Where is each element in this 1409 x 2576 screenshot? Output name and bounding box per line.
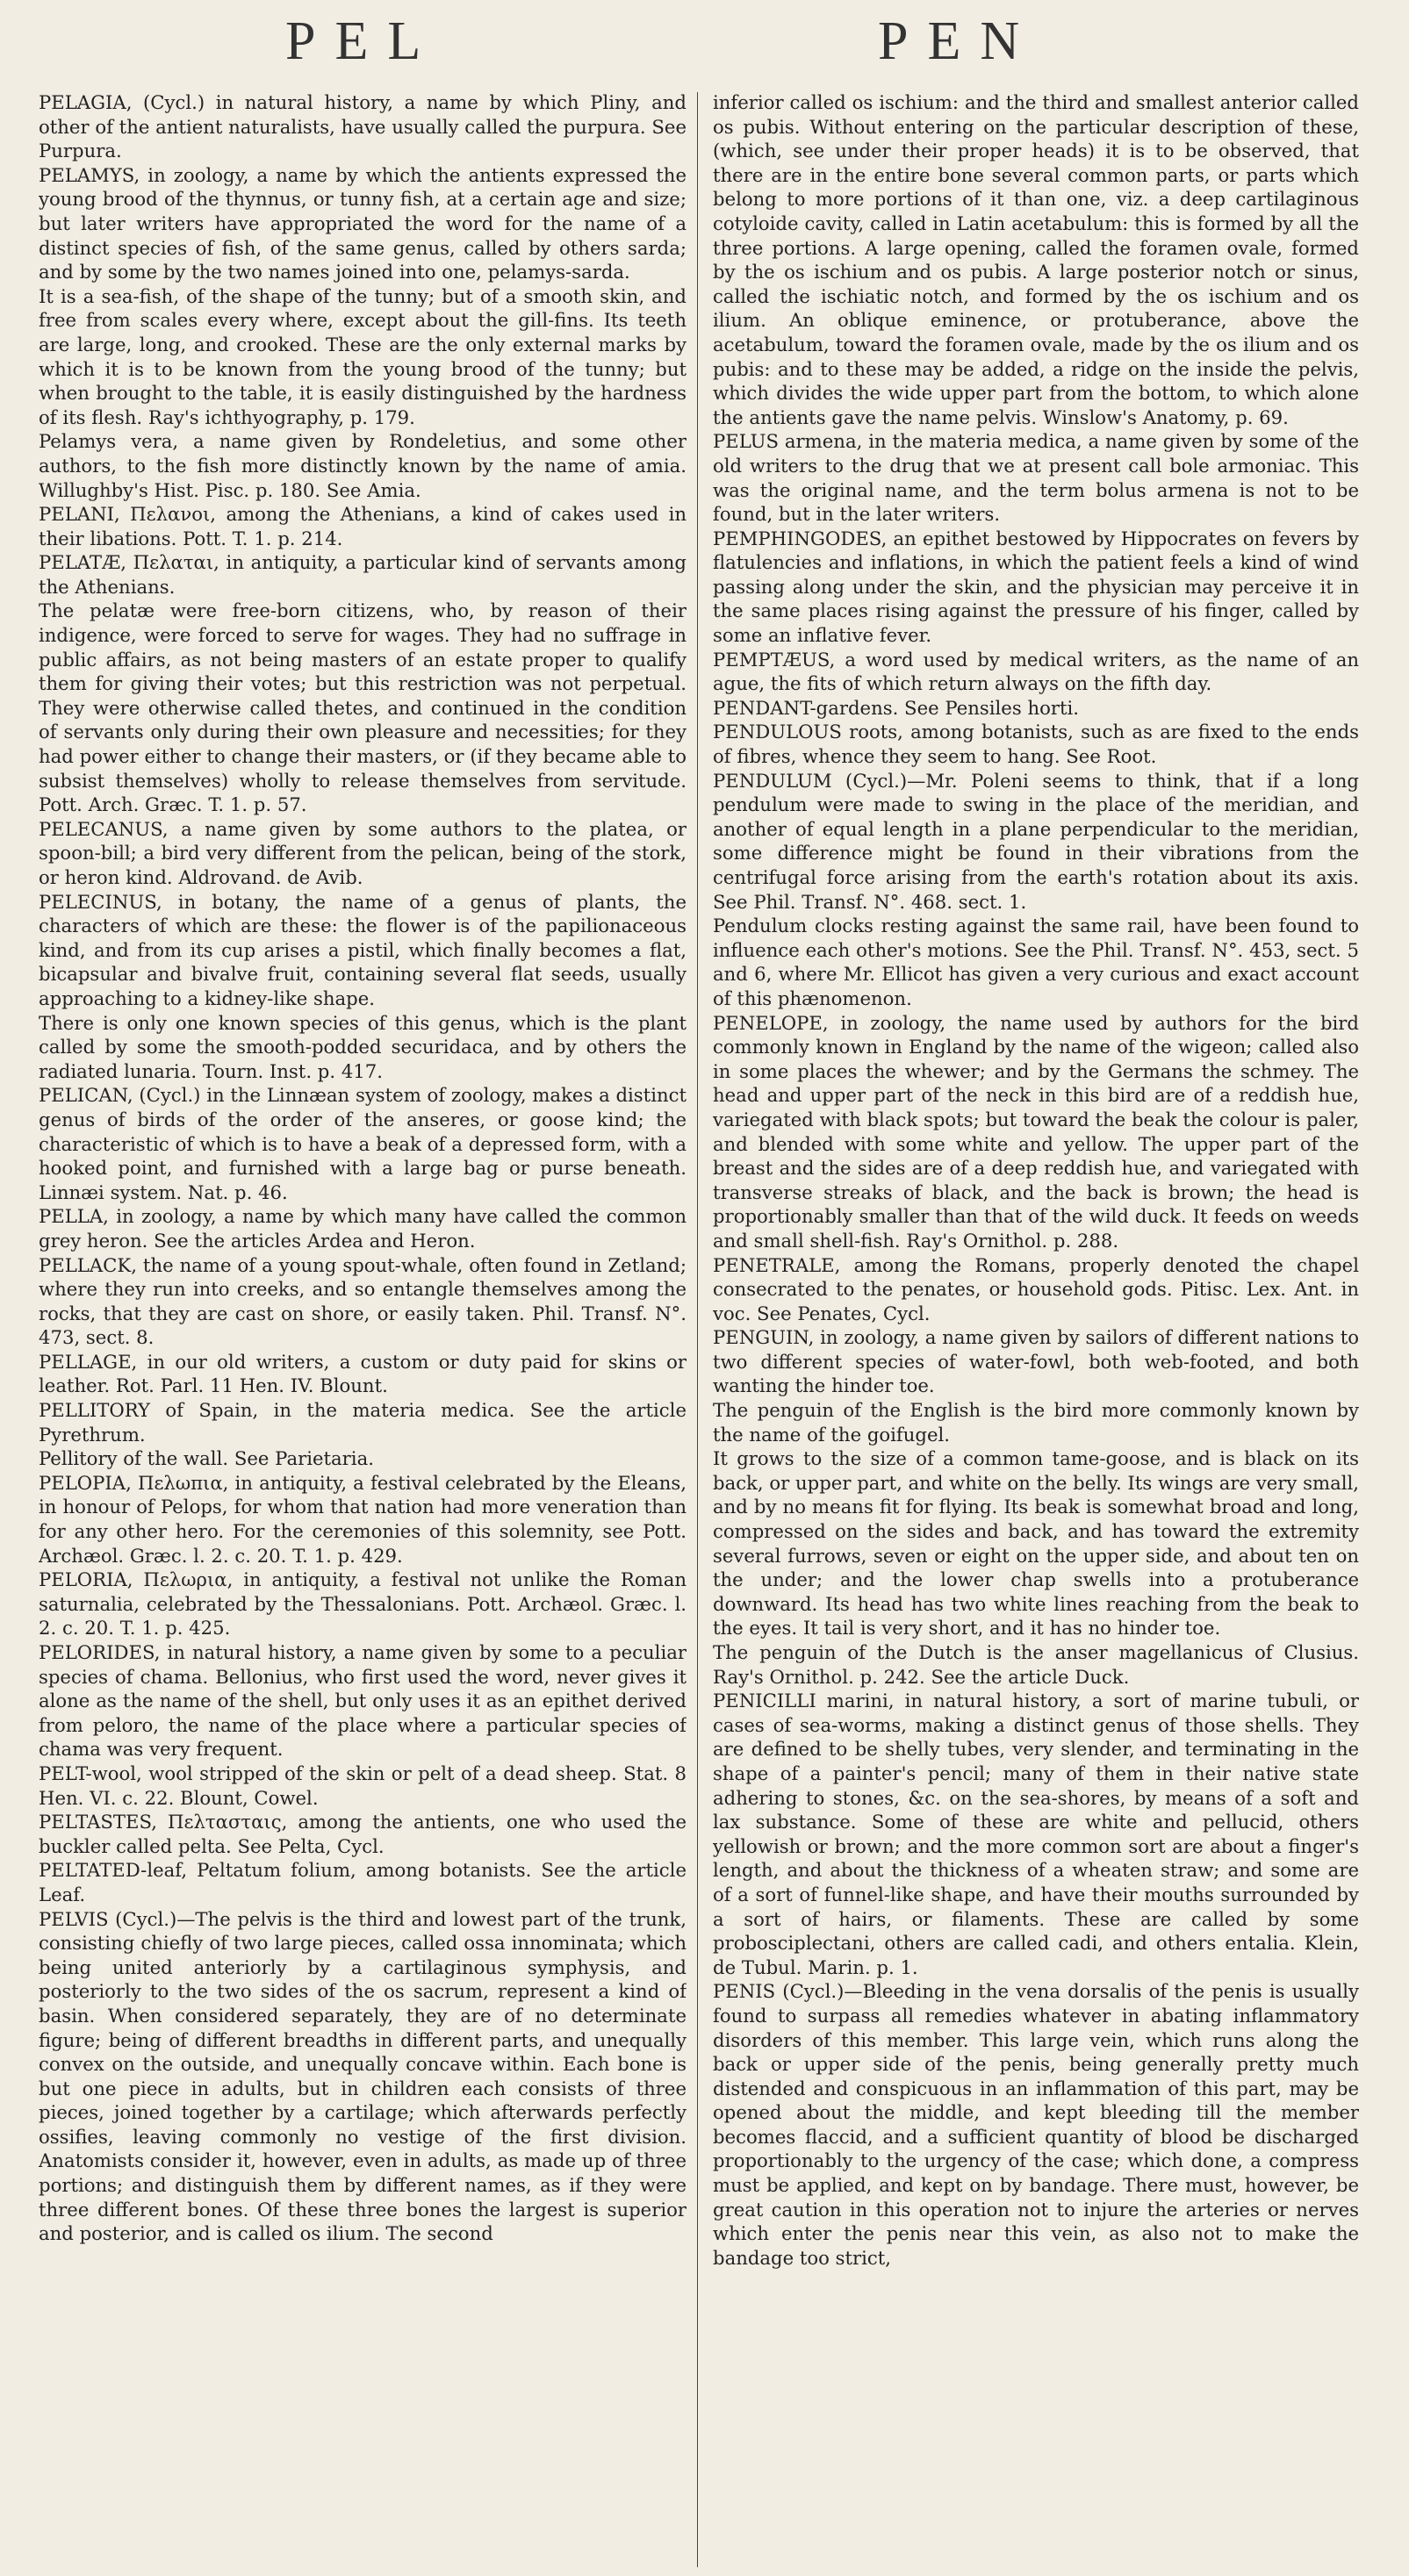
running-head-right: PEN bbox=[878, 11, 1039, 71]
entry-penguin: PENGUIN, in zoology, a name given by sailors of different nations to two different species of water-fowl, both web-footed, and both wanting the hinder toe. bbox=[713, 1326, 1359, 1397]
entry-peltastes: PELTASTES, Πελτασταις, among the antients, one who used the buckler called pelta. See Pelta, Cycl. bbox=[39, 1811, 687, 1857]
entry-penguin-english: The penguin of the English is the bird more commonly known by the name of the goifugel. bbox=[713, 1399, 1359, 1446]
entry-pendulous: PENDULOUS roots, among botanists, such as are fixed to the ends of fibres, whence they seem to hang. See Root. bbox=[713, 721, 1359, 768]
entry-pellage: PELLAGE, in our old writers, a custom or duty paid for skins or leather. Rot. Parl. 11 Hen. IV. Blount. bbox=[39, 1350, 687, 1397]
entry-pelatae: PELATÆ, Πελαται, in antiquity, a particular kind of servants among the Athenians. bbox=[39, 551, 687, 598]
entry-penelope: PENELOPE, in zoology, the name used by authors for the bird commonly known in England by the name of the wigeon; called also in some places the whewer; and by the Germans the schmey. The head and upper part of the neck in this bird are of a reddish hue, variegated with black spots; but toward the beak the colour is paler, and blended with some white and yellow. The upper part of the breast and the sides are of a deep reddish hue, and variegated with transverse streaks of black, and the back is brown; the head is proportionably smaller than that of the wild duck. It feeds on weeds and small shell-fish. Ray's Ornithol. p. 288. bbox=[713, 1011, 1359, 1252]
running-head-left: PEL bbox=[285, 11, 441, 71]
entry-penguin-description: It grows to the size of a common tame-goose, and is black on its back, or upper part, and white on the belly. Its wings are very small, and by no means fit for flying. Its beak is somewhat broad and long, compressed on the sides and back, and has toward the extremity several furrows, seven or eight on the upper side, and about ten on the under; and the lower chap swells into a protuberance downward. Its head has two white lines reaching from the beak to the eyes. It tail is very short, and it has no hinder toe. bbox=[713, 1447, 1359, 1640]
entry-pelvis-cont: inferior called os ischium: and the third and smallest anterior called os pubis. Without entering on the particular description of these, (which, see under their proper heads) it is to be observed, that there are in the entire bone several common parts, or parts which belong to more portions of it than one, viz. a deep cartilaginous cotyloide cavity, called in Latin acetabulum: this is formed by all the three portions. A large opening, called the foramen ovale, formed by the os ischium and os pubis. A large posterior notch or sinus, called the ischiatic notch, and formed by the os ischium and os ilium. An oblique eminence, or protuberance, above the acetabulum, toward the foramen ovale, made by the os ilium and os pubis: and to these may be added, a ridge on the inside the pelvis, which divides the wide upper part from the bottom, to which alone the antients gave the name pelvis. Winslow's Anatomy, p. 69. bbox=[713, 91, 1359, 428]
entry-pellitory-spain: PELLITORY of Spain, in the materia medica. See the article Pyrethrum. bbox=[39, 1399, 687, 1446]
entry-pelecanus: PELECANUS, a name given by some authors to the platea, or spoon-bill; a bird very different from the pelican, being of the stork, or heron kind. Aldrovand. de Avib. bbox=[39, 817, 687, 888]
column-divider bbox=[697, 92, 698, 2567]
entry-pelamys: PELAMYS, in zoology, a name by which the antients expressed the young brood of the thynnus, or tunny fish, at a certain age and size; but later writers have appropriated the word for the name of a distinct species of fish, of the same genus, called by others sarda; and by some by the two names joined into one, pelamys-sarda. bbox=[39, 163, 687, 283]
right-column bbox=[713, 90, 1359, 2570]
entry-pellack: PELLACK, the name of a young spout-whale, often found in Zetland; where they run into creeks, and so entangle themselves among the rocks, that they are cast on shore, or easily taken. Phil. Transf. N°. 473, sect. 8. bbox=[39, 1253, 687, 1349]
entry-pelecinus: PELECINUS, in botany, the name of a genus of plants, the characters of which are these: the flower is of the papilionaceous kind, and from its cup arises a pistil, which finally becomes a flat, bicapsular and bivalve fruit, containing several flat seeds, usually approaching to a kidney-like shape. bbox=[39, 890, 687, 1009]
entry-pelican: PELICAN, (Cycl.) in the Linnæan system of zoology, makes a distinct genus of birds of the order of the anseres, or goose kind; the characteristic of which is to have a beak of a depressed form, with a hooked point, and furnished with a large bag or purse beneath. Linnæi system. Nat. p. 46. bbox=[39, 1084, 687, 1203]
entry-peloria: PELORIA, Πελωρια, in antiquity, a festival not unlike the Roman saturnalia, celebrated by the Thessalonians. Pott. Archæol. Græc. l. 2. c. 20. T. 1. p. 425. bbox=[39, 1568, 687, 1640]
entry-pellitory-wall: Pellitory of the wall. See Parietaria. bbox=[39, 1447, 374, 1470]
entry-pelamys-cont: It is a sea-fish, of the shape of the tunny; but of a smooth skin, and free from scales every where, except about the gill-fins. Its teeth are large, long, and crooked. These are the only external marks by which it is to be known from the young brood of the tunny; but when brought to the table, it is easily distinguished by the hardness of its flesh. Ray's ichthyography, p. 179. bbox=[39, 284, 687, 428]
entry-pemphingodes: PEMPHINGODES, an epithet bestowed by Hippocrates on fevers by flatulencies and inflations, in which the patient feels a kind of wind passing along under the skin, and the physician may perceive it in the same places rising against the pressure of his finger, called by some an inflative fever. bbox=[713, 527, 1359, 647]
entry-pelagia: PELAGIA, (Cycl.) in natural history, a name by which Pliny, and other of the antient naturalists, have usually called the purpura. See Purpura. bbox=[39, 91, 687, 162]
entry-pelt-wool: PELT-wool, wool stripped of the skin or pelt of a dead sheep. Stat. 8 Hen. VI. c. 22. Blount, Cowel. bbox=[39, 1762, 687, 1809]
entry-pella: PELLA, in zoology, a name by which many have called the common grey heron. See the articles Ardea and Heron. bbox=[39, 1205, 687, 1252]
entry-pelorides: PELORIDES, in natural history, a name given by some to a peculiar species of chama. Bellonius, who first used the word, never gives it alone as the name of the shell, but only uses it as an epithet derived from peloro, the name of the place where a particular species of chama was very frequent. bbox=[39, 1641, 687, 1761]
entry-pelvis: PELVIS (Cycl.)—The pelvis is the third and lowest part of the trunk, consisting chiefly of two large pieces, called ossa innominata; which being united anteriorly by a cartilaginous symphysis, and posteriorly to the two sides of the os sacrum, represent a kind of basin. When considered separately, they are of no determinate figure; being of different breadths in different parts, and unequally convex on the outside, and unequally concave within. Each bone is but one piece in adults, but in children each consists of three pieces, joined together by a cartilage; which afterwards perfectly ossifies, leaving commonly no vestige of the first division. Anatomists consider it, however, even in adults, as made up of three portions; and distinguish them by different names, as if they were three different bones. Of these three bones the largest is superior and posterior, and is called os ilium. The second bbox=[39, 1907, 687, 2245]
entry-pelus: PELUS armena, in the materia medica, a name given by some of the old writers to the drug that we at present call bole armoniac. This was the original name, and the term bolus armena is not to be found, but in the later writers. bbox=[713, 430, 1359, 526]
entry-penis: PENIS (Cycl.)—Bleeding in the vena dorsalis of the penis is usually found to surpass all remedies whatever in abating inflammatory disorders of this member. This large vein, which runs along the back or upper side of the penis, being generally pretty much distended and conspicuous in an inflammation of this part, may be opened about the middle, and kept bleeding till the member becomes flaccid, and a sufficient quantity of blood be discharged proportionably to the urgency of the case; which done, a compress must be applied, and kept on by bandage. There must, however, be great caution in this operation not to injure the arteries or nerves which enter the penis near this vein, as also not to make the bandage too strict, bbox=[713, 1980, 1359, 2269]
left-column bbox=[39, 90, 687, 2570]
entry-pendulum-cont: Pendulum clocks resting against the same rail, have been found to influence each other's motions. See the Phil. Transf. N°. 453, sect. 5 and 6, where Mr. Ellicot has given a very curious and exact account of this phænomenon. bbox=[713, 915, 1359, 1009]
entry-pelamys-vera: Pelamys vera, a name given by Rondeletius, and some other authors, to the fish more distinctly known by the name of amia. Willughby's Hist. Pisc. p. 180. See Amia. bbox=[39, 430, 687, 501]
entry-pemptaeus: PEMPTÆUS, a word used by medical writers, as the name of an ague, the fits of which return always on the fifth day. bbox=[713, 648, 1359, 695]
entry-pelani: PELANI, Πελανοι, among the Athenians, a kind of cakes used in their libations. Pott. T. 1. p. 214. bbox=[39, 503, 687, 549]
entry-pelecinus-cont: There is only one known species of this genus, which is the plant called by some the smooth-podded securidaca, and by others the radiated lunaria. Tourn. Inst. p. 417. bbox=[39, 1011, 687, 1082]
entry-peltated-leaf: PELTATED-leaf, Peltatum folium, among botanists. See the article Leaf. bbox=[39, 1859, 687, 1905]
entry-penguin-dutch: The penguin of the Dutch is the anser magellanicus of Clusius. Ray's Ornithol. p. 242. See the article Duck. bbox=[713, 1641, 1359, 1688]
entry-pelatae-cont: The pelatæ were free-born citizens, who, by reason of their indigence, were forced to serve for wages. They had no suffrage in public affairs, as not being masters of an estate proper to qualify them for giving their votes; but this restriction was not perpetual. They were otherwise called thetes, and continued in the condition of servants only during their own pleasure and necessities; for they had power either to change their masters, or (if they became able to subsist themselves) wholly to release themselves from servitude. Pott. Arch. Græc. T. 1. p. 57. bbox=[39, 599, 687, 816]
entry-penetrale: PENETRALE, among the Romans, properly denoted the chapel consecrated to the penates, or household gods. Pitisc. Lex. Ant. in voc. See Penates, Cycl. bbox=[713, 1253, 1359, 1324]
entry-pendant-gardens: PENDANT-gardens. See Pensiles horti. bbox=[713, 696, 1080, 719]
entry-pendulum: PENDULUM (Cycl.)—Mr. Poleni seems to think, that if a long pendulum were made to swing in the place of the meridian, and another of equal length in a plane perpendicular to the meridian, some difference might be found in their vibrations from the centrifugal force arising from the earth's rotation about its axis. See Phil. Transf. N°. 468. sect. 1. bbox=[713, 769, 1359, 913]
entry-penicilli: PENICILLI marini, in natural history, a sort of marine tubuli, or cases of sea-worms, making a distinct genus of those shells. They are defined to be shelly tubes, very slender, and terminating in the shape of a painter's pencil; many of them in their native state adhering to stones, &c. on the sea-shores, by means of a soft and lax substance. Some of these are white and pellucid, others yellowish or brown; and the more common sort are about a finger's length, and about the thickness of a wheaten straw; and some are of a sort of funnel-like shape, and have their mouths surrounded by a sort of hairs, or filaments. These are called by some probosciplectani, others are called cadi, and others entalia. Klein, de Tubul. Marin. p. 1. bbox=[713, 1690, 1359, 1978]
entry-pelopia: PELOPIA, Πελωπια, in antiquity, a festival celebrated by the Eleans, in honour of Pelops, for whom that nation had more veneration than for any other hero. For the ceremonies of this solemnity, see Pott. Archæol. Græc. l. 2. c. 20. T. 1. p. 429. bbox=[39, 1471, 687, 1567]
